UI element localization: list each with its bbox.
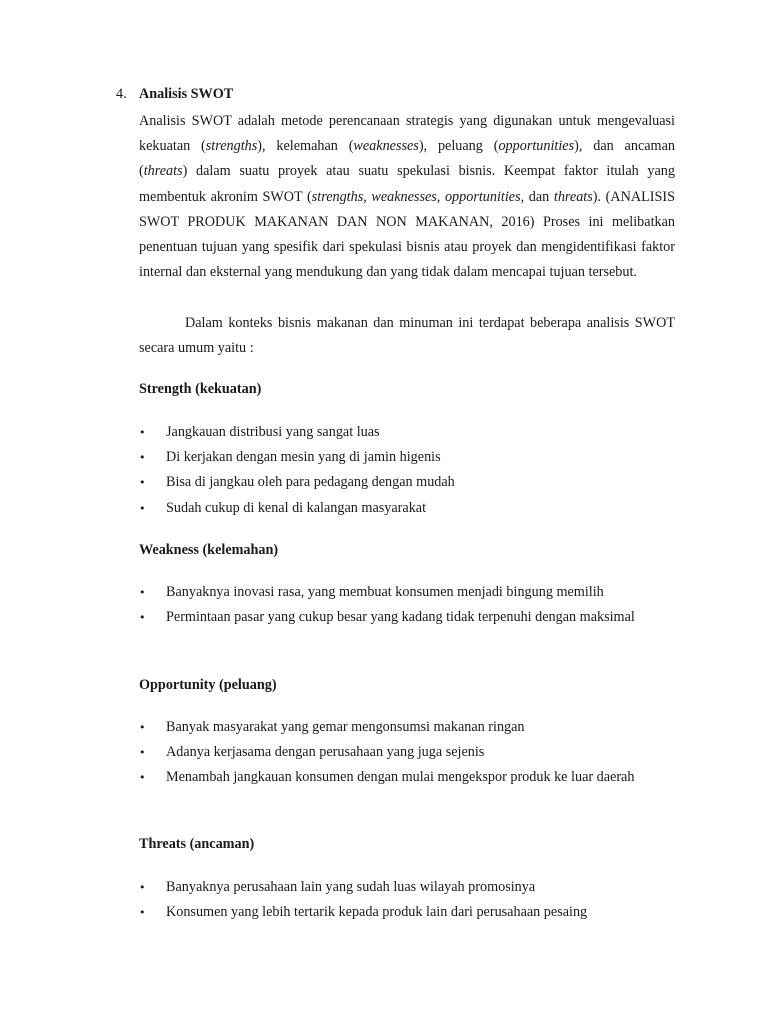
list-item: • Jangkauan distribusi yang sangat luas <box>139 420 659 445</box>
section-title: Analisis SWOT <box>139 86 234 102</box>
threats-heading: Threats (ancaman) <box>139 836 255 852</box>
strength-list <box>139 420 659 521</box>
list-item: • Banyaknya perusahaan lain yang sudah luas wilayah promosinya <box>139 875 659 900</box>
list-item: • Banyak masyarakat yang gemar mengonsumsi makanan ringan <box>139 715 659 740</box>
section-number: 4. <box>116 86 127 102</box>
list-item: • Di kerjakan dengan mesin yang di jamin higenis <box>139 445 659 470</box>
opportunity-list <box>139 715 659 791</box>
list-item: • Konsumen yang lebih tertarik kepada produk lain dari perusahaan pesaing <box>139 900 659 925</box>
list-item: • Banyaknya inovasi rasa, yang membuat konsumen menjadi bingung memilih <box>139 580 659 605</box>
context-paragraph: Dalam konteks bisnis makanan dan minuman ini terdapat beberapa analisis SWOT secara umum yaitu : <box>139 315 675 357</box>
list-item: • Menambah jangkauan konsumen dengan mulai mengekspor produk ke luar daerah <box>139 765 659 790</box>
section-heading <box>116 86 233 103</box>
list-item: • Bisa di jangkau oleh para pedagang dengan mudah <box>139 470 659 495</box>
weakness-heading: Weakness (kelemahan) <box>139 542 279 558</box>
intro-paragraph: Analisis SWOT adalah metode perencanaan strategis yang digunakan untuk mengevaluasi kekuatan (strengths), kelemahan (weaknesses), peluang (opportunities), dan ancaman (threats) dalam suatu proyek atau suatu spekulasi bisnis. Keempat faktor itulah yang membentuk akronim SWOT (strengths, weaknesses, opportunities, dan threats). (ANALISIS SWOT PRODUK MAKANAN DAN NON MAKANAN, 2016) Proses ini melibatkan penentuan tujuan yang spesifik dari spekulasi bisnis atau proyek dan mengidentifikasi faktor internal dan eksternal yang mendukung dan yang tidak dalam mencapai tujuan tersebut. <box>139 113 675 281</box>
list-item: • Adanya kerjasama dengan perusahaan yang juga sejenis <box>139 740 659 765</box>
list-item: • Sudah cukup di kenal di kalangan masyarakat <box>139 496 659 521</box>
weakness-list <box>139 580 659 630</box>
strength-heading: Strength (kekuatan) <box>139 381 262 397</box>
threats-list <box>139 875 659 925</box>
opportunity-heading: Opportunity (peluang) <box>139 677 277 693</box>
list-item: • Permintaan pasar yang cukup besar yang kadang tidak terpenuhi dengan maksimal <box>139 605 659 630</box>
